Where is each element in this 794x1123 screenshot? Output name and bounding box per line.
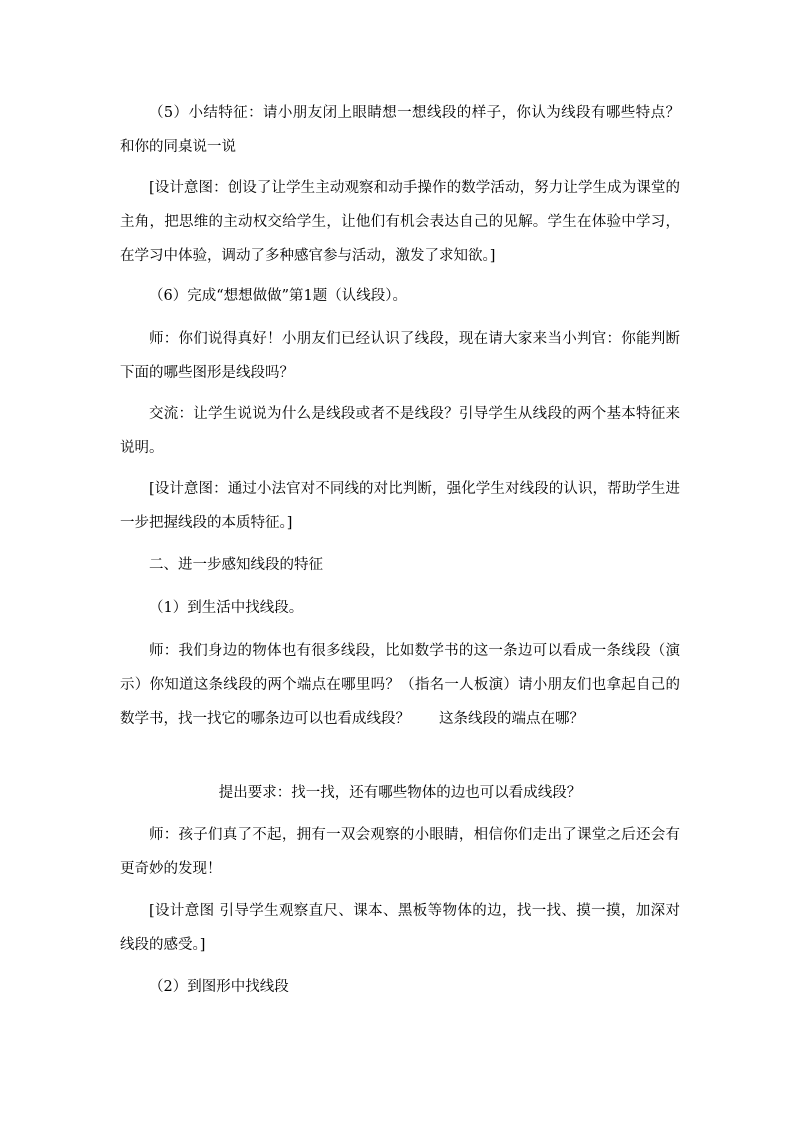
paragraph-teacher-math-book: 师：我们身边的物体也有很多线段，比如数学书的这一条边可以看成一条线段（演示）你知道这条线段的两个端点在哪里吗？（指名一人板演）请小朋友们也拿起自己的数学书，找一找它的哪条边可以也看成线段？ 这条线段的端点在哪？ [120, 643, 680, 727]
paragraph-discussion: 交流：让学生说说为什么是线段或者不是线段？引导学生从线段的两个基本特征来说明。 [120, 406, 680, 456]
paragraph-requirement: 提出要求：找一找，还有哪些物体的边也可以看成线段？ [218, 785, 582, 801]
paragraph-summary-features: （5）小结特征：请小朋友闭上眼睛想一想线段的样子，你认为线段有哪些特点？和你的同桌说一说 [120, 105, 680, 155]
paragraph-design-intent-2: [设计意图：通过小法官对不同线的对比判断，强化学生对线段的认识，帮助学生进一步把握线段的本质特征。] [120, 481, 680, 531]
paragraph-find-in-life: （1）到生活中找线段。 [149, 600, 304, 616]
paragraph-find-in-shapes: （2）到图形中找线段 [149, 979, 289, 995]
paragraph-design-intent-3: [设计意图 引导学生观察直尺、课本、黑板等物体的边，找一找、摸一摸，加深对线段的感受。] [120, 903, 680, 953]
paragraph-design-intent-1: [设计意图：创设了让学生主动观察和动手操作的数学活动，努力让学生成为课堂的主角，把思维的主动权交给学生，让他们有机会表达自己的见解。学生在体验中学习，在学习中体验，调动了多种感官参与活动，激发了求知欲。] [120, 180, 680, 264]
paragraph-teacher-judge: 师：你们说得真好！小朋友们已经认识了线段，现在请大家来当小判官：你能判断下面的哪些图形是线段吗？ [120, 331, 680, 381]
section-heading-2: 二、进一步感知线段的特征 [149, 557, 323, 573]
paragraph-exercise-1: （6）完成“想想做做”第1题（认线段）。 [149, 288, 408, 304]
paragraph-teacher-praise: 师：孩子们真了不起，拥有一双会观察的小眼睛，相信你们走出了课堂之后还会有更奇妙的发现！ [120, 827, 680, 877]
